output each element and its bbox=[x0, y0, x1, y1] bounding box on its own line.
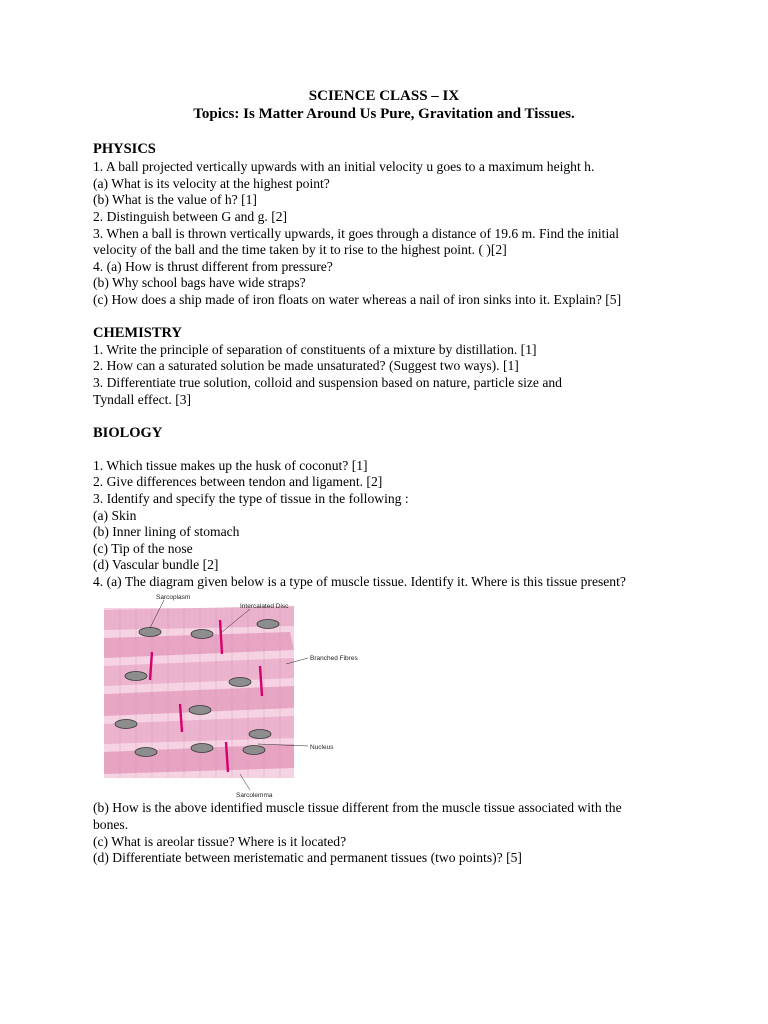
sarcolemma-label: Sarcolemma bbox=[236, 792, 273, 799]
biology-after-line: (c) What is areolar tissue? Where is it located? bbox=[93, 834, 347, 849]
page-subtitle: Topics: Is Matter Around Us Pure, Gravitation and Tissues. bbox=[193, 106, 575, 122]
chemistry-line: 3. Differentiate true solution, colloid and suspension based on nature, particle size and bbox=[93, 375, 562, 390]
biology-line: (d) Vascular bundle [2] bbox=[93, 557, 219, 572]
physics-line: (b) What is the value of h? [1] bbox=[93, 192, 257, 207]
biology-heading: BIOLOGY bbox=[93, 425, 163, 441]
biology-line: 1. Which tissue makes up the husk of coconut? [1] bbox=[93, 458, 368, 473]
physics-line: 2. Distinguish between G and g. [2] bbox=[93, 209, 288, 224]
physics-line: (c) How does a ship made of iron floats on water whereas a nail of iron sinks into it. Explain? [5] bbox=[93, 292, 622, 307]
sarcoplasm-label: Sarcoplasm bbox=[156, 594, 191, 601]
nucleus-shape bbox=[189, 706, 211, 715]
nucleus-shape bbox=[125, 672, 147, 681]
nucleus-shape bbox=[135, 748, 157, 757]
branched-fibres-label: Branched Fibres bbox=[310, 655, 358, 662]
biology-after-line: (b) How is the above identified muscle tissue different from the muscle tissue associated with the bbox=[93, 800, 622, 815]
intercalated-disc-label: Intercalated Disc bbox=[240, 603, 289, 610]
physics-line: 3. When a ball is thrown vertically upwards, it goes through a distance of 19.6 m. Find the initial bbox=[93, 226, 620, 241]
nucleus-shape bbox=[249, 730, 271, 739]
chemistry-line: Tyndall effect. [3] bbox=[93, 392, 192, 407]
nucleus-shape bbox=[243, 746, 265, 755]
nucleus-shape bbox=[229, 678, 251, 687]
biology-line: 4. (a) The diagram given below is a type of muscle tissue. Identify it. Where is this tissue present? bbox=[93, 574, 626, 589]
chemistry-line: 1. Write the principle of separation of constituents of a mixture by distillation. [1] bbox=[93, 342, 537, 357]
physics-line: 1. A ball projected vertically upwards with an initial velocity u goes to a maximum height h. bbox=[93, 159, 595, 174]
nucleus-shape bbox=[139, 628, 161, 637]
nucleus-label: Nucleus bbox=[310, 744, 334, 751]
page-title: SCIENCE CLASS – IX bbox=[308, 88, 460, 104]
biology-line: (a) Skin bbox=[93, 508, 137, 523]
physics-line: (b) Why school bags have wide straps? bbox=[93, 275, 306, 290]
nucleus-shape bbox=[257, 620, 279, 629]
biology-after-line: (d) Differentiate between meristematic and permanent tissues (two points)? [5] bbox=[93, 850, 522, 865]
biology-after-line: bones. bbox=[93, 817, 129, 832]
biology-line: 2. Give differences between tendon and ligament. [2] bbox=[93, 474, 383, 489]
nucleus-shape bbox=[191, 630, 213, 639]
biology-line: (b) Inner lining of stomach bbox=[93, 524, 240, 539]
chemistry-line: 2. How can a saturated solution be made unsaturated? (Suggest two ways). [1] bbox=[93, 358, 519, 373]
biology-line: 3. Identify and specify the type of tissue in the following : bbox=[93, 491, 409, 506]
chemistry-heading: CHEMISTRY bbox=[93, 325, 182, 341]
biology-line: (c) Tip of the nose bbox=[93, 541, 193, 556]
cardiac-muscle-diagram bbox=[90, 592, 370, 804]
physics-heading: PHYSICS bbox=[93, 141, 156, 157]
physics-line: (a) What is its velocity at the highest point? bbox=[93, 176, 330, 191]
nucleus-shape bbox=[115, 720, 137, 729]
physics-line: velocity of the ball and the time taken by it to rise to the highest point. ( )[2] bbox=[93, 242, 507, 257]
physics-line: 4. (a) How is thrust different from pressure? bbox=[93, 259, 333, 274]
nucleus-shape bbox=[191, 744, 213, 753]
